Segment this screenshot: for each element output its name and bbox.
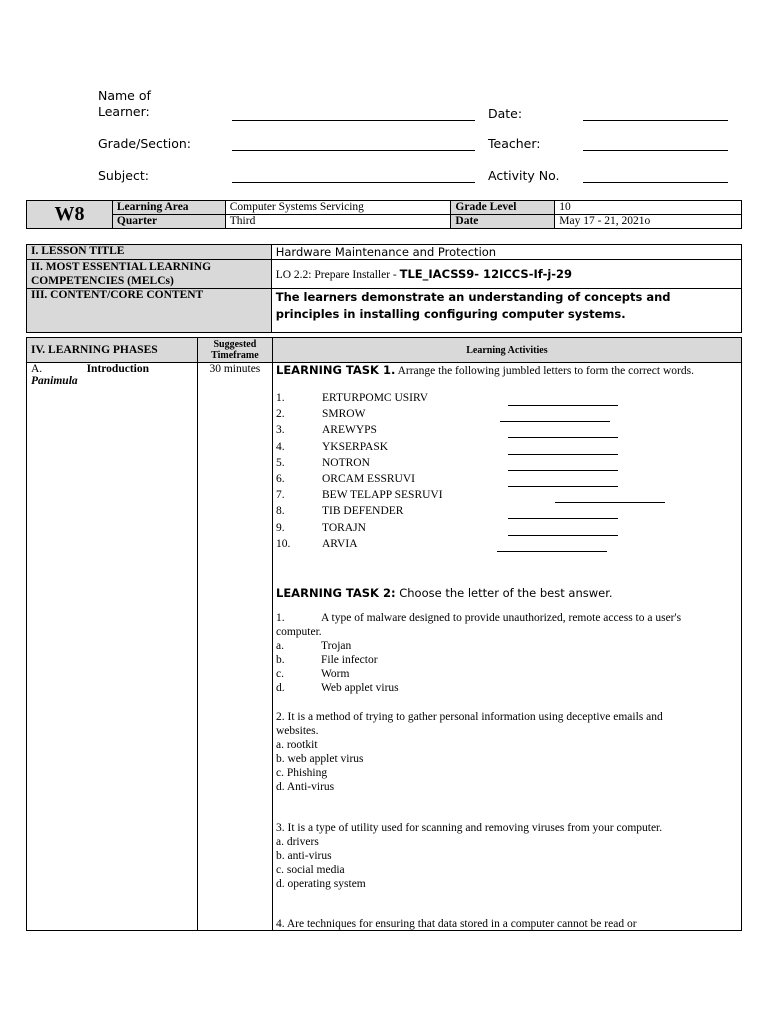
q1-opt-c-letter: c.: [276, 668, 284, 680]
q1-text-cont: computer.: [276, 626, 322, 638]
teacher-field[interactable]: [583, 150, 728, 151]
task1-item-number: 8.: [276, 505, 285, 518]
grade-section-label: Grade/Section:: [98, 136, 191, 151]
grade-section-field[interactable]: [232, 150, 475, 151]
task1-item-word: TORAJN: [322, 521, 366, 534]
date-field[interactable]: [583, 120, 728, 121]
q3-opt-b: b. anti-virus: [276, 850, 332, 862]
name-field[interactable]: [232, 120, 475, 121]
task1-answer-blank[interactable]: [555, 502, 665, 503]
q3-opt-c: c. social media: [276, 864, 345, 876]
q1-opt-a-letter: a.: [276, 640, 284, 652]
content-label: III. CONTENT/CORE CONTENT: [27, 289, 272, 333]
q1-num: 1.: [276, 612, 285, 624]
task1-answer-blank[interactable]: [508, 454, 618, 455]
task1-heading: LEARNING TASK 1. Arrange the following jumbled letters to form the correct words.: [276, 363, 694, 377]
q1-opt-d: Web applet virus: [321, 682, 399, 694]
task1-item-number: 4.: [276, 440, 285, 453]
task1-item-number: 1.: [276, 392, 285, 404]
phases-table: [26, 337, 742, 931]
teacher-label: Teacher:: [488, 136, 541, 151]
task1-item-number: 3.: [276, 424, 285, 437]
date-label-cell: Date: [451, 215, 555, 229]
task1-item-word: YKSERPASK: [322, 440, 389, 453]
task2-heading: LEARNING TASK 2: Choose the letter of the best answer.: [276, 586, 613, 600]
quarter-label: Quarter: [112, 215, 225, 229]
week-label: W8: [27, 201, 113, 229]
learning-area-value: Computer Systems Servicing: [225, 201, 451, 215]
task1-item-number: 9.: [276, 521, 285, 534]
melc-value: LO 2.2: Prepare Installer - TLE_IACSS9- 12ICCS-If-j-29: [271, 260, 741, 289]
content-value: The learners demonstrate an understanding of concepts and principles in installing configuring computer systems.: [271, 289, 741, 333]
date-label: Date:: [488, 106, 523, 121]
task1-item-word: ERTURPOMC USIRV: [322, 392, 429, 404]
task1-item-word: NOTRON: [322, 456, 370, 469]
q3-opt-d: d. operating system: [276, 878, 366, 890]
q1-opt-c: Worm: [321, 668, 350, 680]
task1-item-number: 7.: [276, 489, 285, 502]
melc-label: II. MOST ESSENTIAL LEARNING COMPETENCIES (MELCs): [27, 260, 272, 289]
quarter-value: Third: [225, 215, 451, 229]
phases-col-header: IV. LEARNING PHASES: [27, 338, 198, 363]
q3-opt-a: a. drivers: [276, 836, 319, 848]
q2-text-cont: websites.: [276, 725, 319, 737]
q2-opt-a: a. rootkit: [276, 739, 318, 751]
task1-answer-blank[interactable]: [508, 518, 618, 519]
q3-text: 3. It is a type of utility used for scanning and removing viruses from your computer.: [276, 822, 663, 834]
task1-item-word: ARVIA: [322, 537, 358, 550]
grade-level-label: Grade Level: [451, 201, 555, 215]
lesson-title-label: I. LESSON TITLE: [27, 245, 272, 260]
name-label: Name of: [98, 88, 151, 103]
task1-answer-blank[interactable]: [508, 486, 618, 487]
phase-cell: [27, 363, 198, 931]
date-value: May 17 - 21, 2021o: [555, 215, 742, 229]
task1-answer-blank[interactable]: [508, 437, 618, 438]
lesson-table: [26, 244, 742, 333]
task1-item-number: 6.: [276, 473, 285, 485]
q2-opt-c: c. Phishing: [276, 767, 328, 779]
task1-answer-blank[interactable]: [508, 470, 618, 471]
phase-name: Introduction: [86, 363, 149, 375]
learning-area-label: Learning Area: [112, 201, 225, 215]
info-table: [26, 200, 742, 229]
phase-letter: A.: [31, 363, 43, 375]
q1-text: A type of malware designed to provide unauthorized, remote access to a user's: [321, 612, 682, 624]
task1-item-word: AREWYPS: [322, 424, 377, 437]
task1-item-word: SMROW: [322, 408, 366, 421]
q1-opt-b-letter: b.: [276, 654, 285, 666]
task1-item-word: ORCAM ESSRUVI: [322, 473, 415, 485]
q4-text: 4. Are techniques for ensuring that data stored in a computer cannot be read or: [276, 918, 637, 930]
q2-opt-b: b. web applet virus: [276, 753, 364, 765]
subject-field[interactable]: [232, 182, 475, 183]
q1-opt-d-letter: d.: [276, 682, 285, 694]
timeframe-col-header: Suggested Timeframe: [197, 338, 272, 363]
task1-answer-blank[interactable]: [500, 421, 610, 422]
subject-label: Subject:: [98, 168, 149, 183]
task1-answer-blank[interactable]: [508, 535, 618, 536]
name-label-2: Learner:: [98, 104, 150, 119]
task1-answer-blank[interactable]: [497, 551, 607, 552]
phase-sub: Panimula: [31, 375, 78, 387]
q2-opt-d: d. Anti-virus: [276, 781, 335, 793]
melc-code: TLE_IACSS9- 12ICCS-If-j-29: [399, 267, 573, 281]
q1-opt-a: Trojan: [321, 640, 352, 652]
task1-answer-blank[interactable]: [508, 405, 618, 406]
lesson-title-value: Hardware Maintenance and Protection: [271, 245, 741, 260]
task1-item-number: 2.: [276, 408, 285, 421]
task1-item-number: 10.: [276, 537, 291, 550]
task1-item-word: TIB DEFENDER: [322, 505, 404, 518]
q1-opt-b: File infector: [321, 654, 378, 666]
grade-level-value: 10: [555, 201, 742, 215]
activity-label: Activity No.: [488, 168, 560, 183]
task1-item-word: BEW TELAPP SESRUVI: [322, 489, 443, 502]
activity-field[interactable]: [583, 182, 728, 183]
q2-text: 2. It is a method of trying to gather personal information using deceptive emails and: [276, 711, 663, 723]
timeframe-cell: 30 minutes: [197, 363, 272, 931]
task1-item-number: 5.: [276, 456, 285, 469]
activities-col-header: Learning Activities: [272, 338, 741, 363]
